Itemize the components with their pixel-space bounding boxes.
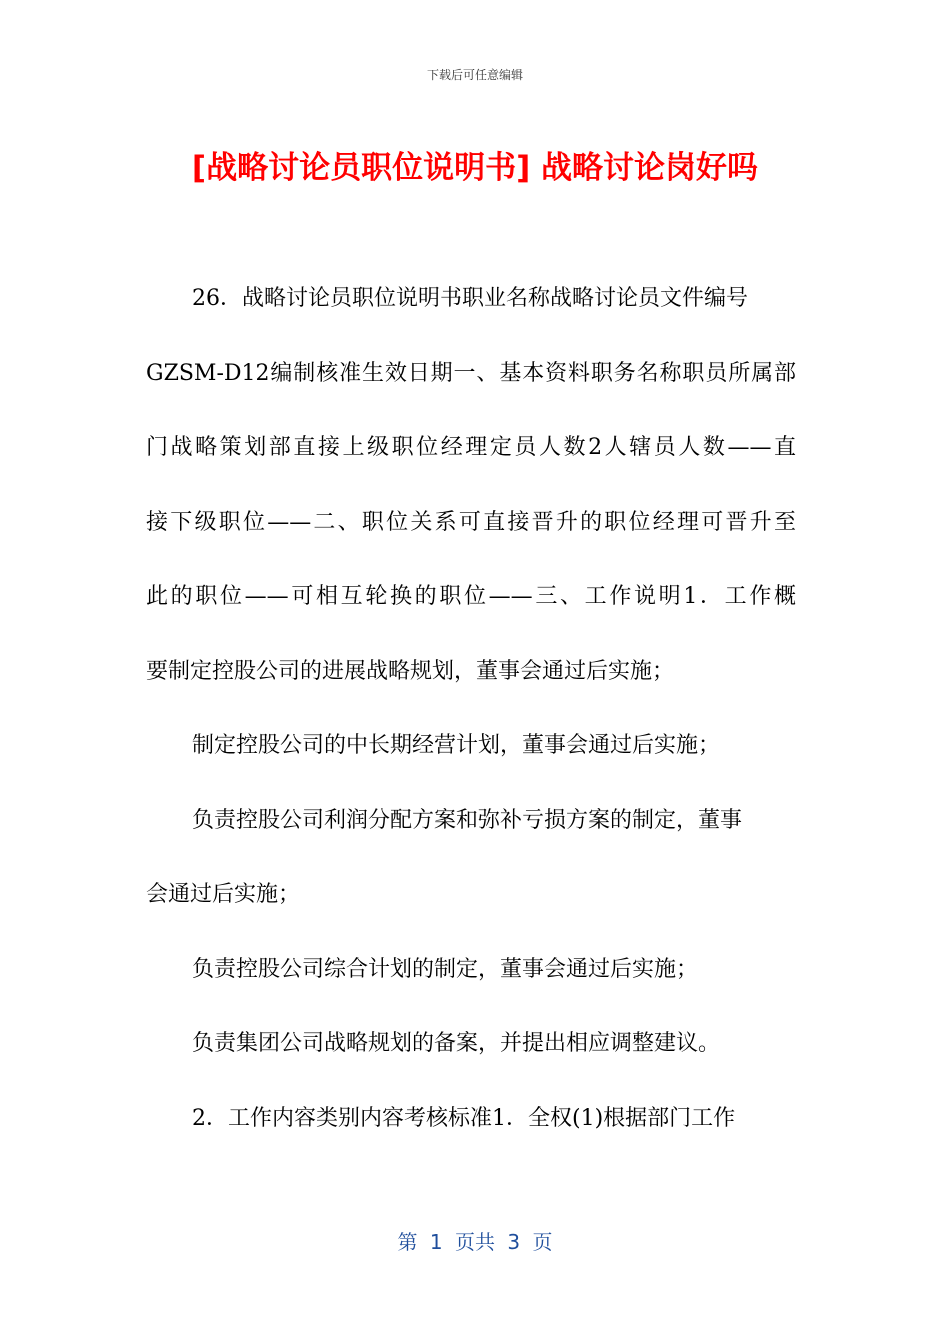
page-footer bbox=[0, 1226, 950, 1255]
document-body bbox=[146, 262, 796, 1156]
paragraph-line: 2．工作内容类别内容考核标准1．全权(1)根据部门工作 bbox=[192, 1105, 736, 1131]
document-title: [战略讨论员职位说明书] 战略讨论岗好吗 bbox=[191, 150, 759, 186]
footer-middle: 页共 bbox=[455, 1230, 495, 1254]
paragraph-line: 此的职位——可相互轮换的职位——三、工作说明1．工作概 bbox=[146, 584, 796, 609]
paragraph-line: 制定控股公司的中长期经营计划，董事会通过后实施； bbox=[192, 733, 721, 758]
paragraph-line: 要制定控股公司的进展战略规划，董事会通过后实施； bbox=[146, 658, 675, 684]
paragraph-line: 会通过后实施； bbox=[146, 882, 301, 907]
paragraph-line: 负责控股公司利润分配方案和弥补亏损方案的制定，董事 bbox=[192, 807, 743, 833]
footer-prefix: 第 bbox=[397, 1230, 418, 1254]
paragraph-line: 负责控股公司综合计划的制定，董事会通过后实施； bbox=[192, 956, 699, 982]
paragraph-line: 接下级职位——二、职位关系可直接晋升的职位经理可晋升至 bbox=[146, 509, 796, 535]
header-note: 下载后可任意编辑 bbox=[426, 68, 523, 82]
footer-page-current: 1 bbox=[429, 1230, 443, 1254]
paragraph-line: GZSM-D12编制核准生效日期一、基本资料职务名称职员所属部 bbox=[146, 360, 796, 386]
paragraph-line: 门战略策划部直接上级职位经理定员人数2人辖员人数——直 bbox=[146, 435, 796, 460]
paragraph-line: 26．战略讨论员职位说明书职业名称战略讨论员文件编号 bbox=[192, 286, 748, 311]
footer-page-total: 3 bbox=[507, 1230, 521, 1254]
paragraph-line: 负责集团公司战略规划的备案，并提出相应调整建议。 bbox=[192, 1031, 721, 1056]
footer-suffix: 页 bbox=[532, 1230, 553, 1254]
